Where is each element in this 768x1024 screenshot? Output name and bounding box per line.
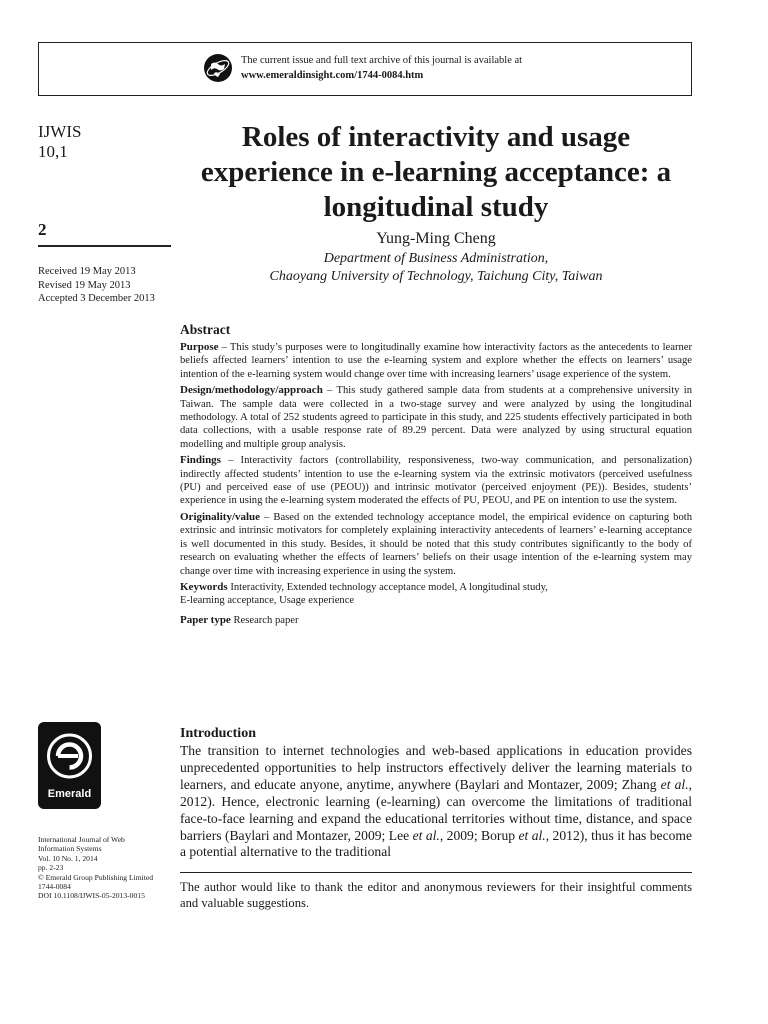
affiliation-department: Department of Business Administration, xyxy=(323,251,549,266)
journal-identifier xyxy=(38,122,81,162)
banner-text: The current issue and full text archive of this journal is available at xyxy=(241,55,523,66)
page-number: 2 xyxy=(38,220,47,239)
emerald-e-icon xyxy=(38,722,101,788)
sidebar-divider xyxy=(38,245,171,247)
received-date: Received 19 May 2013 xyxy=(38,266,136,277)
intro-text-3: , 2009; Borup xyxy=(439,827,519,843)
citation-volume: Vol. 10 No. 1, 2014 xyxy=(38,853,98,863)
author-affiliation xyxy=(180,250,692,286)
footnote-divider xyxy=(180,872,692,873)
intro-text-4: , 2012), thus it has become a potential alternative to the traditional xyxy=(180,827,693,860)
introduction-section xyxy=(180,726,692,861)
purpose-text: – This study’s purposes were to longitudinally examine how interactivity factors as the antecedents to learner beliefs affected learners’ intention to use the e-learning system and explore whether the effects on learners’ usage intention of the e-learning system would change over time with increasing learners’ usage experience of the system. xyxy=(180,342,692,380)
paper-type-value: Research paper xyxy=(230,614,299,626)
acknowledgement-footnote: The author would like to thank the editor and anonymous reviewers for their insightful comments and valuable suggestions. xyxy=(180,880,692,910)
introduction-paragraph xyxy=(180,743,692,861)
abstract-heading: Abstract xyxy=(180,322,231,337)
revised-date: Revised 19 May 2013 xyxy=(38,279,131,291)
keywords-line-2: E-learning acceptance, Usage experience xyxy=(180,595,355,607)
author-name: Yung-Ming Cheng xyxy=(376,230,496,247)
citation-journal-line-1: International Journal of Web xyxy=(38,835,125,844)
journal-archive-banner xyxy=(38,42,692,96)
journal-url-link[interactable]: www.emeraldinsight.com/1744-0084.htm xyxy=(241,70,424,81)
originality-text: – Based on the extended technology acceptance model, the empirical evidence on capturing both extrinsic and intrinsic motivators for completely explaining interactivity antecedents of learners’ e-learning acceptance is well documented in this study. Besides, it should be noted that this study contributes significantly to the body of research on evaluating whether the effects of learners’ beliefs on their usage intention of the e-learning system may change over time with increasing experience in using the system. xyxy=(180,511,692,577)
article-dates xyxy=(38,265,155,306)
keywords-line-1: Interactivity, Extended technology acceptance model, A longitudinal study, xyxy=(227,581,548,593)
volume-issue: 10,1 xyxy=(38,142,68,161)
emerald-logo-text: Emerald xyxy=(47,788,92,800)
abstract-findings xyxy=(180,454,692,508)
intro-et-al-3: et al. xyxy=(518,827,546,843)
accepted-date: Accepted 3 December 2013 xyxy=(38,293,155,304)
citation-copyright: © Emerald Group Publishing Limited xyxy=(38,872,154,882)
keywords xyxy=(180,581,692,608)
findings-label: Findings xyxy=(180,454,221,467)
introduction-heading: Introduction xyxy=(180,726,256,741)
intro-et-al-2: et al. xyxy=(412,827,440,843)
originality-label: Originality/value xyxy=(180,510,261,523)
abstract xyxy=(180,322,692,627)
findings-text: – Interactivity factors (controllability, responsiveness, two-way communication, and personalization) indirectly affected students’ intention to use the e-learning system via the extrinsic motivators (perceived usefulness (PU) and perceived ease of use (PEOU)) and intrinsic motivator (perceived enjoyment (PE)). Besides, students’ experience in using the e-learning system moderated the effects of PU, PEOU, and PE on intention to use the system. xyxy=(180,455,692,507)
abstract-purpose xyxy=(180,341,692,381)
citation-pages: pp. 2-23 xyxy=(38,863,64,873)
design-label: Design/methodology/approach xyxy=(180,384,323,397)
intro-et-al-1: et al. xyxy=(660,776,689,792)
citation-doi: DOI 10.1108/IJWIS-05-2013-0015 xyxy=(38,891,145,901)
affiliation-university: Chaoyang University of Technology, Taichung City, Taiwan xyxy=(269,269,603,284)
globe-icon xyxy=(203,53,233,83)
paper-type xyxy=(180,614,692,627)
purpose-label: Purpose xyxy=(180,341,219,353)
citation-info xyxy=(38,835,153,901)
design-text: – This study gathered sample data from students at a comprehensive university in Taiwan. The sample data were collected in a two-stage survey and were analyzed by using the longitudinal methodology. A total of 252 students agreed to participate in this study, and 225 students effectively participated in both data collections, with a usable response rate of 89.29 percent. Data were analyzed by using structural equation modelling and multiple group analysis. xyxy=(180,385,692,450)
emerald-logo xyxy=(38,722,101,809)
paper-type-label: Paper type xyxy=(180,613,231,626)
citation-issn: 1744-0084 xyxy=(38,882,71,892)
intro-text-1: The transition to internet technologies and web-based applications in education provides unprecedented opportunities to help instructors effectively deliver the learning materials to learners, and educate anyone, anytime, anywhere (Baylari and Montazer, 2009; Zhang xyxy=(180,743,692,792)
intro-text-2: , 2012). Hence, electronic learning (e-learning) can overcome the limitations of traditional face-to-face learning and expand the educational territories without time, distance, and space barriers (Baylari and Montazer, 2009; Lee xyxy=(180,776,692,843)
journal-abbreviation: IJWIS xyxy=(38,122,82,141)
citation-journal-line-2: Information Systems xyxy=(38,844,102,854)
abstract-originality xyxy=(180,511,692,578)
keywords-label: Keywords xyxy=(180,580,228,593)
article-title: Roles of interactivity and usage experience in e-learning acceptance: a longitudinal study xyxy=(200,121,672,223)
abstract-design xyxy=(180,384,692,451)
